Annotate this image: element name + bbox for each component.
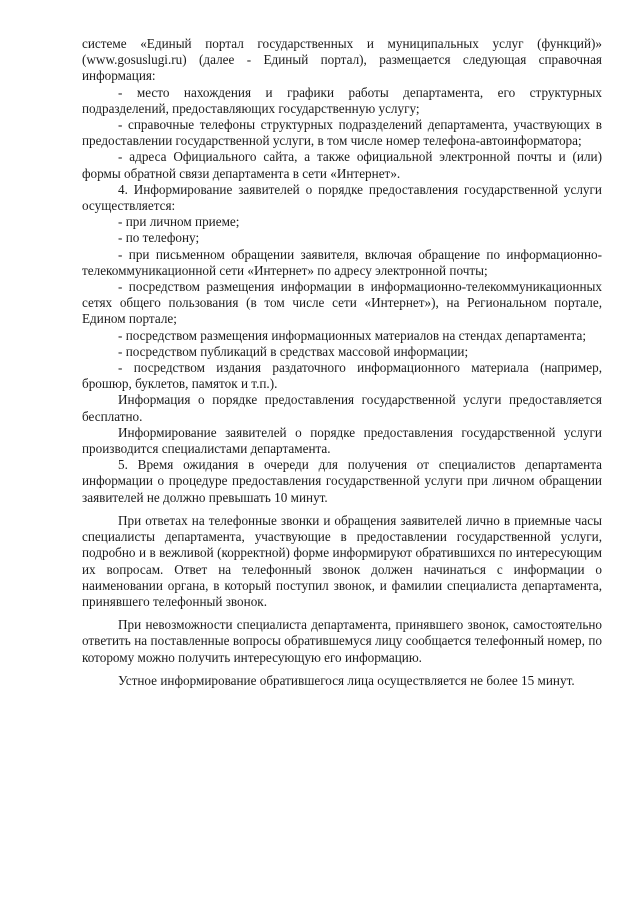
list-item-media: - посредством публикаций в средствах массовой информации; <box>118 343 469 359</box>
list-item-location: - место нахождения и графики работы департамента, его структурных подразделений, предоставляющих государственную услугу; <box>82 84 602 116</box>
list-item-phones: - справочные телефоны структурных подразделений департамента, участвующих в предоставлении государственной услуги, в том числе номер телефона-автоинформатора; <box>82 117 602 149</box>
paragraph-phone-answers: При ответах на телефонные звонки и обращения заявителей лично в приемные часы специалисты департамента, участвующие в предоставлении государственной услуги, подробно и в вежливой (корректной) форме информируют обратившихся по интересующим их вопросам. Ответ на телефонный звонок должен начинаться с информации о наименовании органа, в который поступил звонок, и фамилии специалиста департамента, принявшего телефонный звонок. <box>82 512 602 609</box>
paragraph-impossibility: При невозможности специалиста департамента, принявшего звонок, самостоятельно ответить на поставленные вопросы обратившемуся лицу сообщается телефонный номер, по которому можно получить интересующую его информацию. <box>82 617 602 665</box>
list-item-phone: - по телефону; <box>118 230 200 246</box>
list-item-website: - адреса Официального сайта, а также официальной электронной почты и (или) формы обратной связи департамента в сети «Интернет». <box>82 149 602 181</box>
list-item-written: - при письменном обращении заявителя, включая обращение по информационно-телекоммуникационной сети «Интернет» по адресу электронной почты; <box>82 246 602 278</box>
list-item-networks: - посредством размещения информации в информационно-телекоммуникационных сетях общего пользования (в том числе сети «Интернет»), на Региональном портале, Едином портале; <box>82 279 602 327</box>
list-item-personal: - при личном приеме; <box>118 214 240 230</box>
paragraph-oral-duration: Устное информирование обратившегося лица осуществляется не более 15 минут. <box>118 672 575 688</box>
paragraph-specialists: Информирование заявителей о порядке предоставления государственной услуги производится специалистами департамента. <box>82 424 602 457</box>
paragraph-section-5: 5. Время ожидания в очереди для получения от специалистов департамента информации о процедуре предоставления государственной услуги при личном обращении заявителей не должно превышать 10 минут. <box>82 457 602 505</box>
paragraph-section-4: 4. Информирование заявителей о порядке предоставления государственной услуги осуществляется: <box>82 181 602 214</box>
paragraph-intro: системе «Единый портал государственных и муниципальных услуг (функций)» (www.gosuslugi.ru) (далее - Единый портал), размещается следующая справочная информация: <box>82 36 602 84</box>
list-item-stands: - посредством размещения информационных материалов на стендах департамента; <box>118 327 586 343</box>
document-body <box>82 36 602 689</box>
paragraph-free: Информация о порядке предоставления государственной услуги предоставляется бесплатно. <box>82 392 602 424</box>
list-item-handouts: - посредством издания раздаточного информационного материала (например, брошюр, буклетов, памяток и т.п.). <box>82 360 602 392</box>
